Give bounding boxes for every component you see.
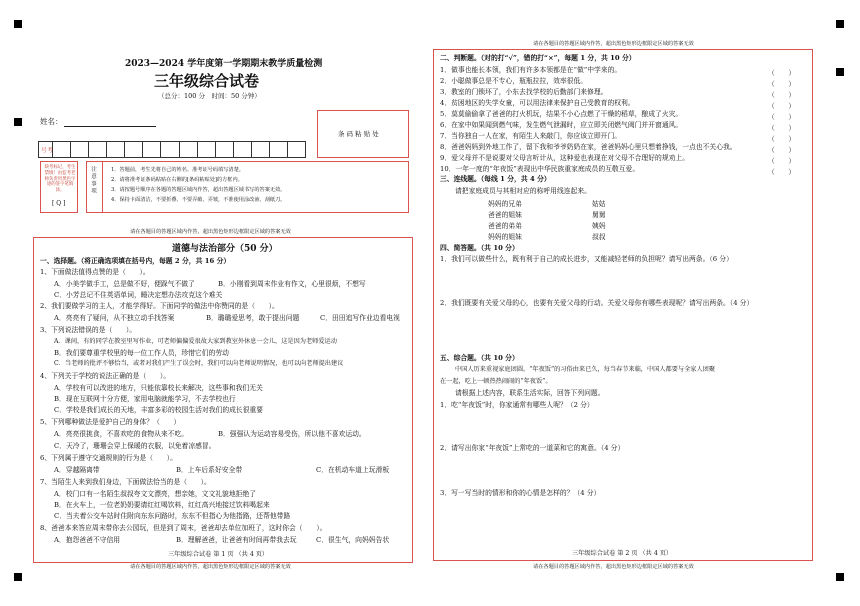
option-3b[interactable]: B．我们要尊重学校里的每一位工作人员，珍惜它们的劳动 (54, 349, 229, 357)
exam-no-cell[interactable] (107, 142, 125, 157)
notice-item: 4．保持卡面清洁，不要折叠、不要弄破、弄皱，不准使用涂改液、刮纸刀。 (111, 197, 286, 203)
match-right-item[interactable]: 姑姑 (592, 200, 606, 208)
option-1a[interactable]: A．小美学做手工，总是做不好，便跺气不做了 (54, 280, 195, 288)
section-title: 道德与法治部分（50 分） (172, 244, 278, 254)
exam-no-cell[interactable] (89, 142, 107, 157)
match-right-item[interactable]: 姨妈 (592, 222, 606, 230)
option-2b[interactable]: B．璐璐爱思考，敢于提出问题 (206, 314, 300, 322)
judge-item: 9．爱父母并不是说要对父母言听计从，这种爱也表现在对父母不合理好的规劝上。 (440, 154, 690, 162)
option-7a[interactable]: A．校门口有一名陌生叔叔夸文文漂亮，想亲她，文文礼貌地拒绝了 (54, 490, 257, 498)
option-6b[interactable]: B．上车后系好安全带 (176, 466, 243, 474)
answer-space[interactable] (440, 455, 800, 485)
option-4b[interactable]: B．现在互联网十分方便，家用电脑就能学习，不去学校也行 (54, 395, 236, 403)
exam-no-cell[interactable] (143, 142, 161, 157)
part3-title: 三、连线题。（每线 1 分，共 4 分） (440, 175, 551, 183)
absence-warning: 缺考标记，考生禁填！由监考老师负责用黑色字迹的签字笔填涂。 (44, 165, 76, 194)
judge-answer[interactable]: （ ） (768, 113, 796, 121)
match-left-item[interactable]: 妈妈的姐妹 (488, 233, 522, 241)
exam-no-cell[interactable] (180, 142, 198, 157)
question-8: 8、爸爸本来答应周末带你去公园玩，但是到了周末，爸爸却去单位加班了，这时你会（ ）。 (40, 524, 327, 532)
registration-mark (836, 68, 844, 76)
exam-no-cell[interactable] (252, 142, 270, 157)
option-6c[interactable]: C．在机动车道上玩滑板 (316, 466, 390, 474)
exam-no-cell[interactable] (125, 142, 143, 157)
judge-item: 7．当你独自一人在家，有陌生人来敲门，你应该立即开门。 (440, 132, 622, 140)
option-3a[interactable]: A．课间，有的同学在教室里写作业，可老师偏偏爱很故大家到教室外休息一会儿，这是因为老师爱运动 (54, 338, 337, 345)
option-2c[interactable]: C．田田追写作业边看电视 (320, 314, 400, 322)
option-1c[interactable]: C．小芳总记不住英语单词，睡决定想办法攻克这个难关 (54, 291, 223, 299)
judge-item: 2．小聪做事总是不专心，瓶瓶拉拉，效率很低。 (440, 77, 588, 85)
answer-space[interactable] (440, 266, 800, 294)
option-7c[interactable]: C．当夫着公交车站时住附向东东问路时，东东不但指心为他指路，还帮他带路 (54, 512, 291, 520)
part3-intro: 请把家庭成员与其相对应的称呼用线连起来。 (455, 187, 591, 195)
question-2: 2、我们要做学习的主人，才能学得好。下面同学的做法中你赞同的是（ ）。 (40, 302, 279, 310)
year-title: 2023—2024 学年度第一学期期末教学质量检测 (125, 59, 323, 69)
option-2a[interactable]: A．亮亮有了疑问，从不独立动手找答案 (54, 314, 175, 322)
option-4c[interactable]: C．学校是我们成长的天地，丰富多彩的校园生活对我们的成长很重要 (54, 406, 264, 414)
registration-mark (14, 20, 22, 28)
judge-answer[interactable]: （ ） (768, 146, 796, 154)
judge-answer[interactable]: （ ） (768, 124, 796, 132)
judge-answer[interactable]: （ ） (768, 102, 796, 110)
notice-item: 3．请按题号顺序在各题的答题区域内作答，超出答题区域书写的答案无效。 (111, 187, 286, 193)
answer-space[interactable] (440, 310, 800, 350)
registration-mark (14, 118, 22, 126)
question-5-2: 2．请写出你家“年夜饭”上常吃的一道菜和它的寓意。（4 分） (440, 444, 625, 452)
option-6a[interactable]: A．穿越隔离带 (54, 466, 100, 474)
question-4: 4、下列关于学校的说法正确的是（ ）。 (40, 372, 171, 380)
exam-subtitle: （总分：100 分 时间：50 分钟） (158, 92, 261, 100)
passage-line: 中国人历来重视家庭团圆。“年夜饭”的习俗由来已久，每当春节来临，中国人都要与全家人团聚 (455, 366, 716, 373)
option-5c[interactable]: C．天冷了，珊珊会穿上保暖的衣服，以免着凉感冒。 (54, 442, 216, 450)
barcode-area (317, 110, 409, 158)
barcode-text: 条 码 粘 贴 处 (338, 130, 379, 138)
judge-answer[interactable]: （ ） (768, 69, 796, 77)
part1-title: 一、选择题。（将正确选项填在括号内，每题 2 分，共 16 分） (40, 257, 231, 265)
exam-no-cell[interactable] (71, 142, 89, 157)
exam-no-cell[interactable] (270, 142, 288, 157)
judge-answer[interactable]: （ ） (768, 135, 796, 143)
absence-bubble[interactable]: [ Q ] (52, 200, 66, 207)
match-left-item[interactable]: 爸爸的姐妹 (488, 211, 522, 219)
judge-item: 8．爸爸妈妈到外地工作了，留下我和爷爷奶奶在家，爸爸妈妈心里只想着挣钱，一点也不关心我。 (440, 143, 737, 151)
option-4a[interactable]: A．学校有可以改进的地方，只能依靠校长来解决，这些事和我们无关 (54, 384, 263, 392)
match-left-item[interactable]: 爸爸的弟弟 (488, 222, 522, 230)
question-5-1: 1．吃“年夜饭”时，你家通常有哪些人呢？（2 分） (440, 401, 594, 409)
name-label: 姓名： (40, 117, 63, 126)
question-5-3: 3．写一写当时的情形和你的心情是怎样的？（4 分） (440, 489, 601, 497)
short-answer-1: 1．我们可以做些什么，既有利于自己的成长进步，又能减轻老师的负担呢？请写出两条。（6 分） (440, 255, 733, 263)
option-5b[interactable]: B．强强认为运动容易受伤，所以他不喜欢运动。 (218, 430, 366, 438)
option-8a[interactable]: A．抱怨爸爸不守信用 (54, 536, 121, 544)
judge-item: 1．做事也能长本领，我们有许多本领都是在“做”中学来的。 (440, 66, 622, 74)
exam-no-cell[interactable] (234, 142, 252, 157)
passage-line: 请根据上述内容，联系生活实际，回答下列问题。 (455, 389, 605, 397)
option-3c[interactable]: C．当老师的批评不够恰当，或者对我们产生了误会时，我们可以向老师说明情况，也可以向老师提出建议 (54, 360, 344, 367)
absence-mark-box (40, 161, 78, 213)
question-3: 3、下列说法错误的是（ ）。 (40, 326, 137, 334)
judge-answer[interactable]: （ ） (768, 80, 796, 88)
exam-no-cell[interactable] (288, 142, 305, 157)
judge-item: 3．教室的门锁坏了，小东去找学校的后勤部门来修理。 (440, 88, 608, 96)
page-footer: 三年级综合试卷 第 2 页 （共 4 页） (572, 550, 673, 557)
match-right-item[interactable]: 舅舅 (592, 211, 606, 219)
exam-no-cell[interactable] (53, 142, 71, 157)
match-right-item[interactable]: 叔叔 (592, 233, 606, 241)
registration-mark (14, 573, 22, 581)
area-notice-bottom: 请在各题目的答题区域内作答，超出黑色矩形边框限定区域的答案无效 (533, 564, 694, 570)
passage-line: 在一起，吃上一顿热热闹闹的“年夜饭”。 (440, 378, 552, 385)
judge-item: 10．一年一度的“年夜饭”表现出中华民族重家庭成员的互敬互爱。 (440, 165, 640, 173)
judge-answer[interactable]: （ ） (768, 168, 796, 176)
option-7b[interactable]: B．在火车上，一位老奶奶要请红红喝饮料，红红高兴地接过饮料喝起来 (54, 501, 270, 509)
part2-title: 二、判断题。（对的打“√”，错的打“×”，每题 1 分，共 10 分） (440, 54, 636, 62)
match-left-item[interactable]: 妈妈的兄弟 (488, 200, 522, 208)
area-notice-top: 请在各题目的答题区域内作答，超出黑色矩形边框限定区域的答案无效 (533, 41, 694, 47)
short-answer-2: 2．我们既要有关爱父母的心，也要有关爱父母的行动。关爱父母你有哪些表现呢？请写出两条。（4 分） (440, 299, 754, 307)
page-footer: 三年级综合试卷 第 1 页 （共 4 页） (168, 551, 269, 558)
exam-no-label: 考 号 (39, 142, 53, 157)
answer-space[interactable] (440, 412, 800, 440)
registration-mark (836, 573, 844, 581)
question-7: 7、当陌生人来到我们身边，下面做法恰当的是（ ）。 (40, 478, 211, 486)
notice-item: 2．请将准考证条码粘贴在右侧的[条码粘贴处]的方框内。 (111, 177, 243, 183)
question-1: 1、下面做法值得点赞的是（ ）。 (40, 268, 150, 276)
option-8c[interactable]: C．很生气，向妈妈告状 (316, 536, 390, 544)
question-6: 6、下列属于遵守交通规则的行为是（ ）。 (40, 454, 177, 462)
judge-answer[interactable]: （ ） (768, 91, 796, 99)
exam-title: 三年级综合试卷 (154, 72, 260, 90)
judge-item: 6．在家中如果闻到燃气味，发生燃气泄漏时，应立即关闭燃气阀门并开窗通风。 (440, 121, 683, 129)
exam-no-cell[interactable] (198, 142, 216, 157)
judge-item: 4．贫困地区的失学女童，可以用法律来保护自己受教育的权利。 (440, 99, 635, 107)
exam-number-grid (38, 141, 306, 158)
option-1b[interactable]: B．小刚看到周末作业有作文，心里很烦，不想写 (218, 280, 366, 288)
part4-title: 四、简答题。（共 10 分） (440, 244, 519, 252)
name-underline[interactable] (64, 126, 156, 127)
exam-no-cell[interactable] (161, 142, 179, 157)
question-5: 5、下列哪种做法是爱护自己的身体？（ ） (40, 418, 181, 426)
answer-space[interactable] (440, 500, 800, 545)
notice-item: 1．答题前，考生先将自己的姓名、准考证号码填写清楚。 (111, 167, 244, 173)
area-notice-bottom: 请在各题目的答题区域内作答，超出黑色矩形边框限定区域的答案无效 (130, 564, 291, 570)
exam-no-cell[interactable] (216, 142, 234, 157)
judge-answer[interactable]: （ ） (768, 157, 796, 165)
judge-item: 5．莫莫偷偷拿了爸爸的打火机玩，结果不小心点燃了干燥的稻草，酿成了火灾。 (440, 110, 683, 118)
notice-label: 注 意 事 项 (90, 166, 96, 194)
option-5a[interactable]: A．亮亮很挑食，不喜欢吃的食物从来不吃。 (54, 430, 189, 438)
notice-box (86, 161, 409, 213)
part5-title: 五、综合题。（共 10 分） (440, 354, 519, 362)
option-8b[interactable]: B．理解爸爸，让爸爸有时间再带我去玩 (176, 536, 297, 544)
area-notice-top: 请在各题目的答题区域内作答，超出黑色矩形边框限定区域的答案无效 (130, 229, 291, 235)
registration-mark (836, 20, 844, 28)
